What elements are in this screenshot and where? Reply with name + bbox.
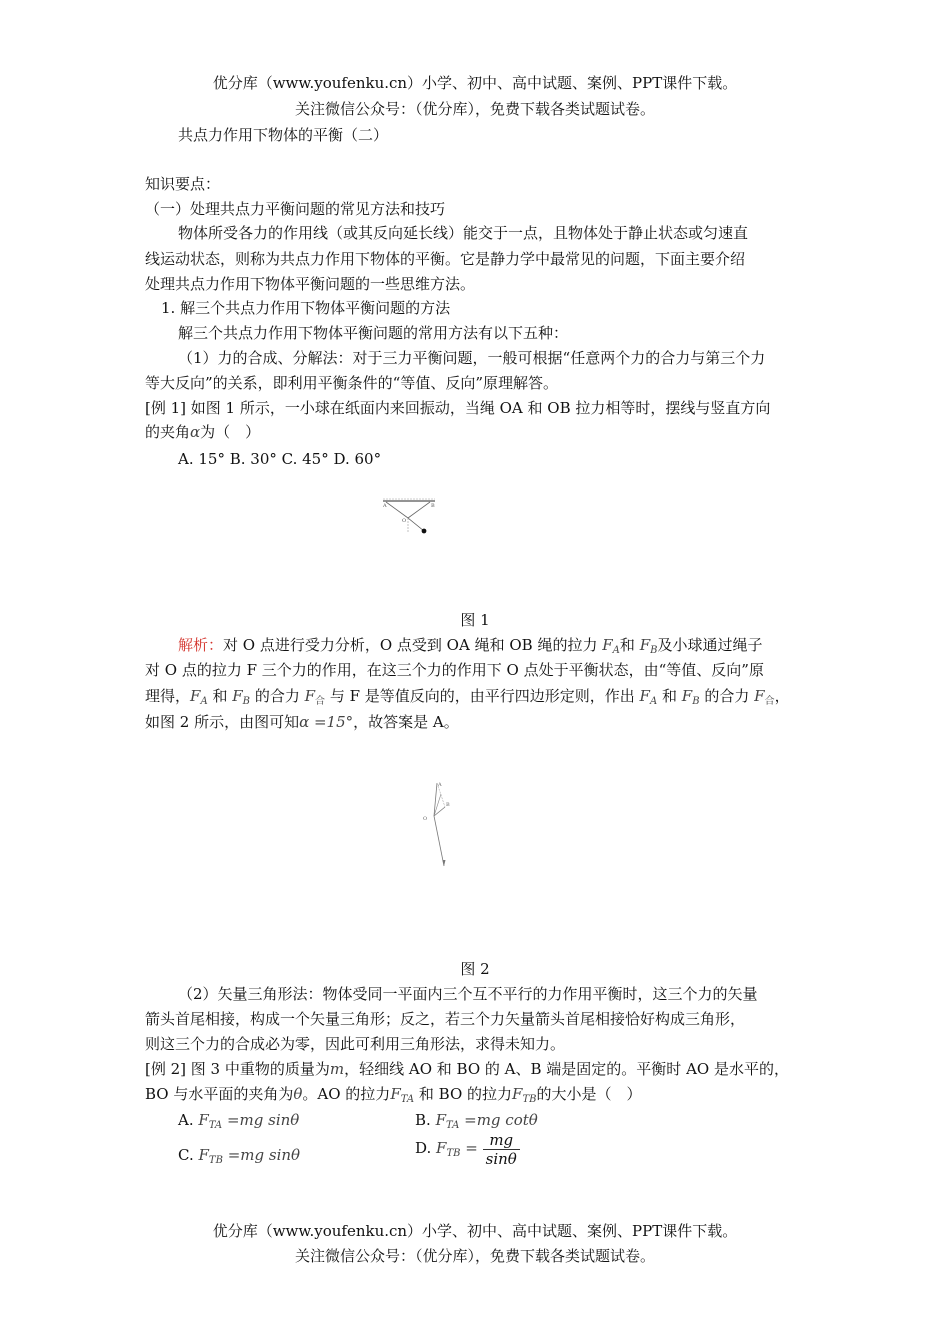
fig1-label-b: B (431, 503, 435, 509)
f-symbol: F (681, 687, 693, 705)
section1-heading: （一）处理共点力平衡问题的常见方法和技巧 (145, 200, 446, 218)
figure-1 (380, 496, 440, 538)
sub-b: B (650, 645, 658, 656)
example2-l2-d: 的大小是（ ） (536, 1085, 642, 1103)
theta-symbol: θ (293, 1085, 303, 1103)
example1-line-1: [例 1] 如图 1 所示，一小球在纸面内来回振动，当绳 OA 和 OB 拉力相等时，摆线与竖直方向 (145, 399, 771, 417)
fraction-numerator: mg (483, 1131, 520, 1150)
force-fb (682, 687, 700, 705)
method2-line-1: （2）矢量三角形法：物体受同一平面内三个互不平行的力作用平衡时，这三个力的矢量 (178, 985, 758, 1003)
option-c (178, 1144, 300, 1172)
method2-line-3: 则这三个力的合成必为零，因此可利用三角形法，求得未知力。 (145, 1035, 566, 1053)
solution1-l3-c: 的合力 (254, 687, 300, 705)
f-symbol: F (754, 687, 765, 705)
option-a (178, 1109, 299, 1137)
solution1-line-4 (145, 711, 459, 733)
fig1-rope-oa (386, 502, 408, 518)
footer-line-1: 优分库（www.youfenku.cn）小学、初中、高中试题、案例、PPT课件下载。 (212, 1222, 738, 1240)
solution1-l3-d: 与 F 是等值反向的，由平行四边形定则，作出 (329, 687, 635, 705)
sub-tb: TB (446, 1148, 461, 1159)
alpha-equation: α =15° (299, 713, 354, 731)
item1-intro: 解三个共点力作用下物体平衡问题的常用方法有以下五种： (178, 324, 569, 342)
method1-line-1: （1）力的合成、分解法：对于三力平衡问题，一般可根据“任意两个力的合力与第三个力 (178, 349, 766, 367)
solution1-line-1 (178, 634, 762, 662)
option-a-expr: =mg sinθ (226, 1111, 300, 1129)
example2-l2-b: 。AO 的拉力 (302, 1085, 391, 1103)
sub-ta: TA (446, 1120, 460, 1131)
example2-l2-a: BO 与水平面的夹角为 (145, 1085, 294, 1103)
sub-a: A (200, 696, 208, 707)
f-symbol: F (436, 1139, 447, 1157)
alpha-symbol: α (190, 423, 201, 441)
solution1-l3-e: 和 (661, 687, 677, 705)
solution1-line-2: 对 O 点的拉力 F 三个力的作用，在这三个力的作用下 O 点处于平衡状态，由“等值、反向”原 (145, 661, 764, 679)
f-symbol: F (390, 1085, 401, 1103)
solution-label: 解析： (178, 636, 224, 654)
solution1-l4-a: 如图 2 所示，由图可知 (145, 713, 300, 731)
sub-ta: TA (400, 1094, 415, 1105)
force-fta (436, 1111, 460, 1129)
sub-b: B (692, 696, 700, 707)
f-symbol: F (602, 636, 613, 654)
f-symbol: F (639, 636, 651, 654)
f-symbol: F (304, 687, 316, 705)
sub-he: 合 (764, 696, 775, 707)
item1-heading: 1. 解三个共点力作用下物体平衡问题的方法 (161, 299, 451, 317)
example1-line2-post: 为（ ） (200, 423, 261, 441)
solution1-line-3 (145, 685, 790, 713)
force-ftb (436, 1139, 460, 1157)
example1-line-2 (145, 421, 260, 443)
sub-tb: TB (522, 1094, 537, 1105)
solution1-l4-b: ，故答案是 A。 (353, 713, 459, 731)
mass-symbol: m (329, 1060, 345, 1078)
f-symbol: F (512, 1085, 523, 1103)
method2-line-2: 箭头首尾相接，构成一个矢量三角形；反之，若三个力矢量箭头首尾相接恰好构成三角形， (145, 1010, 746, 1028)
header-line-1: 优分库（www.youfenku.cn）小学、初中、高中试题、案例、PPT课件下载。 (212, 74, 738, 92)
header-line-2: 关注微信公众号：（优分库），免费下载各类试题试卷。 (294, 100, 655, 118)
f-symbol: F (198, 1111, 209, 1129)
force-fta (198, 1111, 222, 1129)
option-d (415, 1130, 520, 1172)
footer-line-2: 关注微信公众号：（优分库），免费下载各类试题试卷。 (294, 1247, 655, 1265)
option-b-label: B. (415, 1111, 431, 1129)
force-ftb (199, 1146, 223, 1164)
option-d-fraction (483, 1131, 520, 1168)
solution1-l3-a: 理得， (145, 687, 191, 705)
option-d-equals: = (465, 1139, 478, 1157)
force-fb (640, 636, 658, 654)
knowledge-label: 知识要点： (145, 175, 221, 193)
force-fa (190, 687, 208, 705)
example1-line2-pre: 的夹角 (145, 423, 191, 441)
f-symbol: F (190, 687, 201, 705)
f-symbol: F (639, 687, 650, 705)
example2-line-2 (145, 1083, 641, 1111)
intro-line-2: 线运动状态，则称为共点力作用下物体的平衡。它是静力学中最常见的问题，下面主要介绍 (145, 250, 746, 268)
f-symbol: F (198, 1146, 209, 1164)
force-fb (232, 687, 250, 705)
example2-l2-c: 和 BO 的拉力 (418, 1085, 513, 1103)
fig1-ball (422, 529, 427, 534)
sub-a: A (612, 645, 620, 656)
option-d-label: D. (415, 1139, 432, 1157)
option-a-label: A. (178, 1111, 194, 1129)
f-symbol: F (435, 1111, 446, 1129)
option-c-expr: =mg sinθ (227, 1146, 301, 1164)
figure-2 (418, 780, 458, 870)
fig1-rope-ob (408, 502, 430, 518)
force-ftb (512, 1085, 536, 1103)
example2-line-1 (145, 1058, 789, 1080)
option-b-expr: =mg cotθ (464, 1111, 538, 1129)
fig2-arrowhead (443, 860, 446, 866)
solution1-l3-f: 的合力 (704, 687, 750, 705)
sub-tb: TB (208, 1155, 223, 1166)
example1-options: A. 15° B. 30° C. 45° D. 60° (178, 450, 382, 468)
sub-he: 合 (315, 696, 326, 707)
fig2-force-f (434, 816, 444, 866)
solution1-text-b: 和 (619, 636, 635, 654)
force-fa (602, 636, 620, 654)
f-symbol: F (232, 687, 243, 705)
fig1-pendulum-line (408, 518, 424, 531)
option-c-label: C. (178, 1146, 194, 1164)
intro-line-3: 处理共点力作用下物体平衡问题的一些思维方法。 (145, 275, 476, 293)
sub-a: A (649, 696, 658, 707)
sub-ta: TA (208, 1120, 223, 1131)
example2-l1-a: [例 2] 图 3 中重物的质量为 (145, 1060, 330, 1078)
solution1-l3-g: ， (774, 687, 790, 705)
force-fhe (754, 687, 774, 705)
solution1-l3-b: 和 (212, 687, 228, 705)
solution1-text-c: 及小球通过绳子 (657, 636, 763, 654)
fig2-label-a: A (438, 782, 442, 788)
force-fta (390, 1085, 414, 1103)
page-title: 共点力作用下物体的平衡（二） (178, 126, 389, 144)
fig2-label-b: B (446, 802, 450, 808)
intro-line-1: 物体所受各力的作用线（或其反向延长线）能交于一点，且物体处于静止状态或匀速直 (178, 224, 749, 242)
sub-b: B (242, 696, 251, 707)
figure-1-caption: 图 1 (460, 611, 490, 629)
fig2-label-o: O (423, 816, 428, 822)
solution1-text-a: 对 O 点进行受力分析，O 点受到 OA 绳和 OB 绳的拉力 (223, 636, 598, 654)
force-fhe (305, 687, 325, 705)
method1-line-2: 等大反向”的关系，即利用平衡条件的“等值、反向”原理解答。 (145, 374, 559, 392)
force-fa (640, 687, 658, 705)
example2-l1-b: ，轻细线 AO 和 BO 的 A、B 端是固定的。平衡时 AO 是水平的， (344, 1060, 789, 1078)
figure-2-caption: 图 2 (460, 960, 490, 978)
fig1-label-o: O (402, 518, 407, 524)
fraction-denominator: sinθ (485, 1149, 517, 1168)
fig1-label-a: A (383, 503, 387, 509)
